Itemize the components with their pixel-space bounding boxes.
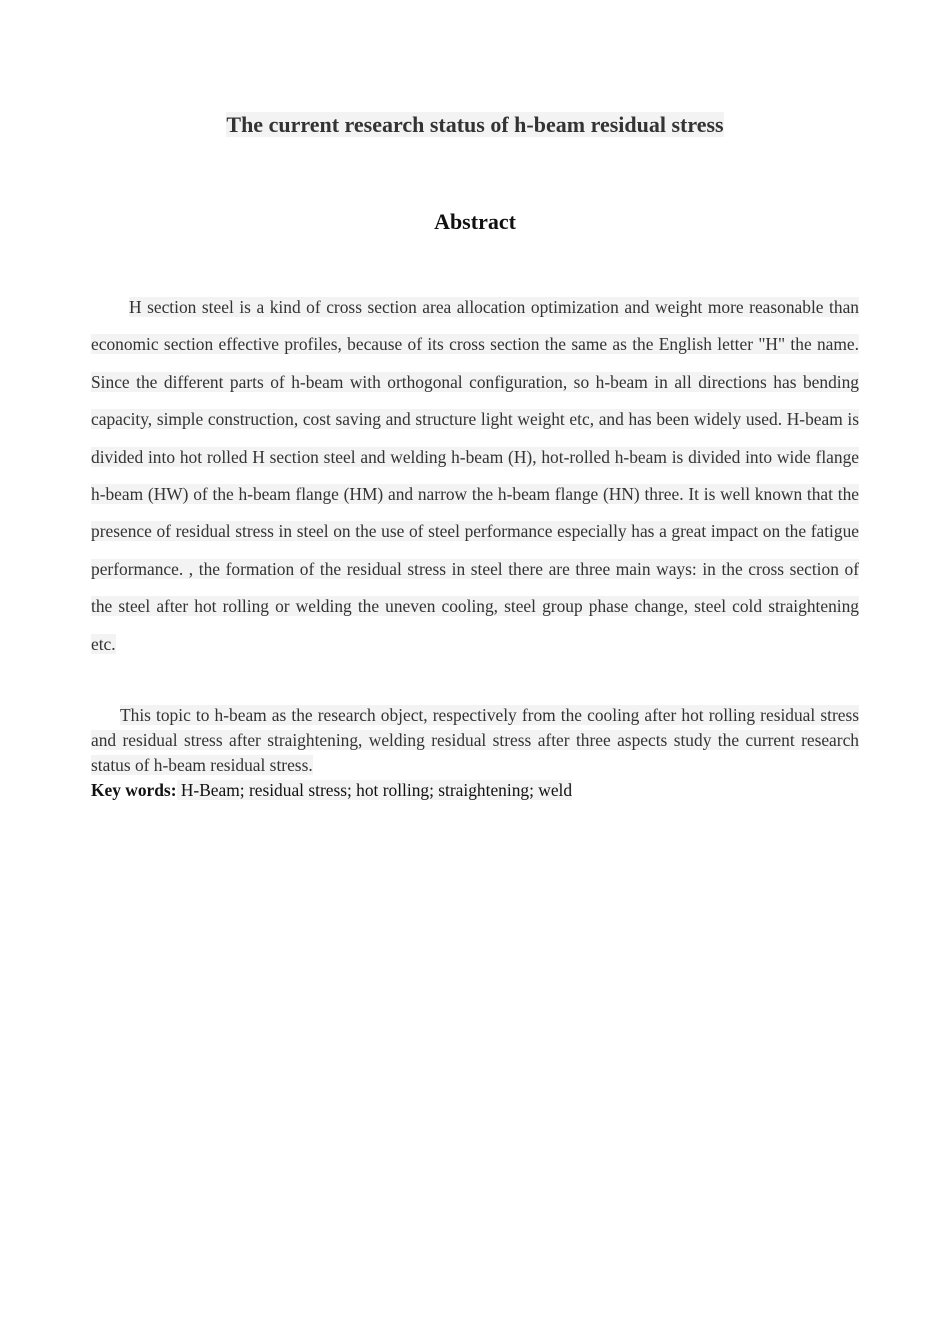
keywords-label: Key words: xyxy=(91,780,177,800)
abstract-heading-text: Abstract xyxy=(434,209,516,234)
document-title xyxy=(91,110,859,140)
abstract-paragraph-2-text: This topic to h-beam as the research object, respectively from the cooling after hot rolling residual stress and residual stress after straightening, welding residual stress after three aspects study the current research status of h-beam residual stress. xyxy=(91,705,859,775)
abstract-paragraph-2 xyxy=(91,703,859,778)
document-title-text: The current research status of h-beam residual stress xyxy=(226,112,724,137)
abstract-heading xyxy=(91,207,859,237)
keywords-line xyxy=(91,778,859,803)
abstract-paragraph-1-text: H section steel is a kind of cross section area allocation optimization and weight more reasonable than economic section effective profiles, because of its cross section the same as the English letter "H" the name. Since the different parts of h-beam with orthogonal configuration, so h-beam in all directions has bending capacity, simple construction, cost saving and structure light weight etc, and has been widely used. H-beam is divided into hot rolled H section steel and welding h-beam (H), hot-rolled h-beam is divided into wide flange h-beam (HW) of the h-beam flange (HM) and narrow the h-beam flange (HN) three. It is well known that the presence of residual stress in steel on the use of steel performance especially has a great impact on the fatigue performance. , the formation of the residual stress in steel there are three main ways: in the cross section of the steel after hot rolling or welding the uneven cooling, steel group phase change, steel cold straightening etc. xyxy=(91,297,859,654)
abstract-paragraph-1 xyxy=(91,289,859,663)
keywords-text: H-Beam; residual stress; hot rolling; straightening; weld xyxy=(176,780,573,800)
